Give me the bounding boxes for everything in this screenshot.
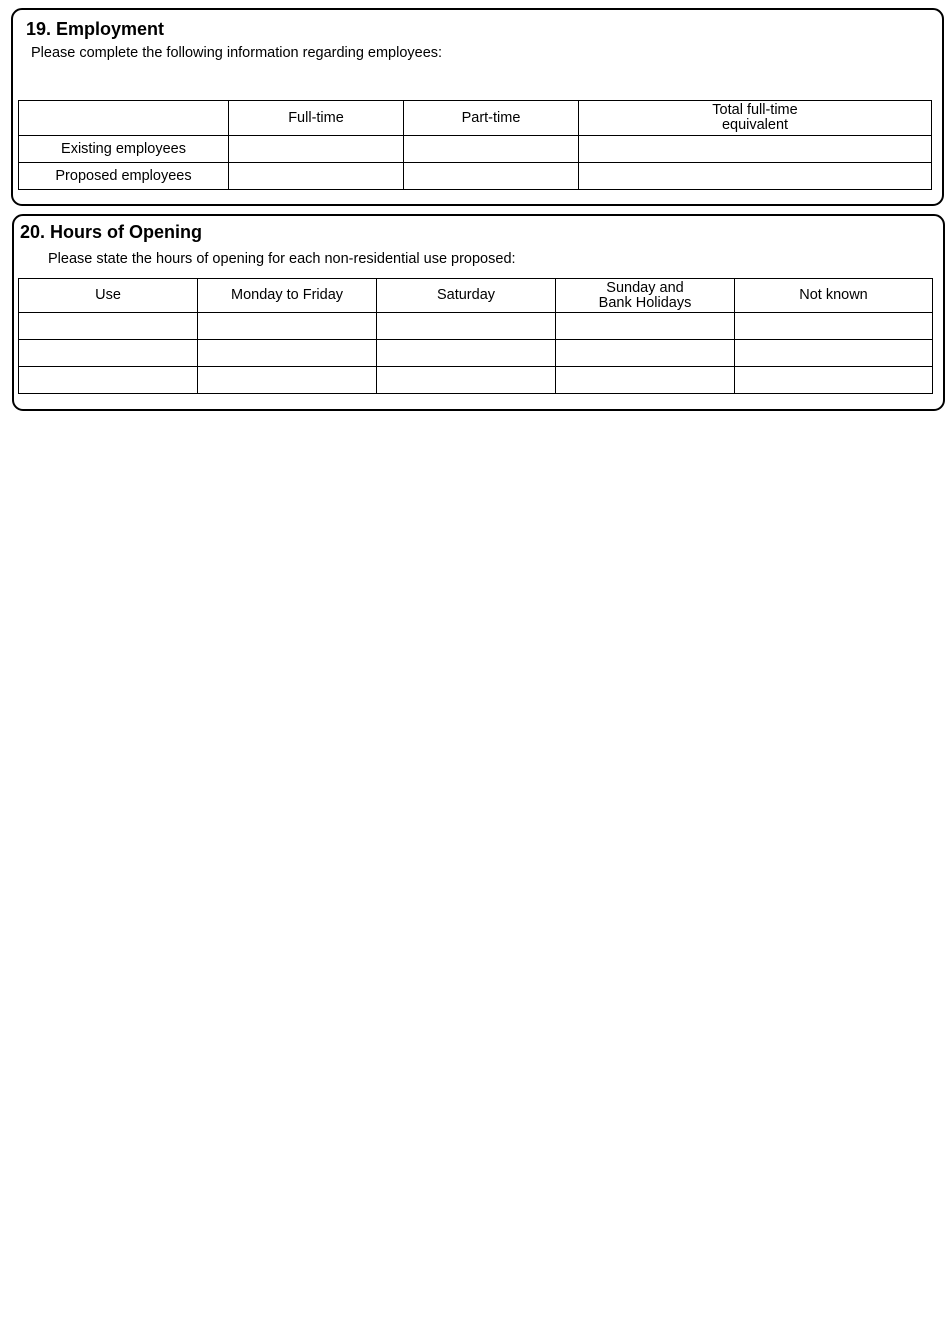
employment-header-blank xyxy=(19,101,229,136)
hours-of-opening-section xyxy=(12,214,945,411)
hours-header-saturday: Saturday xyxy=(377,279,556,313)
hours-header-monday-to-friday: Monday to Friday xyxy=(198,279,377,313)
use-field[interactable] xyxy=(19,367,198,394)
monday-to-friday-field[interactable] xyxy=(198,367,377,394)
saturday-field[interactable] xyxy=(377,367,556,394)
sunday-label-line2: Bank Holidays xyxy=(598,294,692,311)
table-row xyxy=(19,136,932,163)
employment-header-row xyxy=(19,101,932,136)
hours-title: 20. Hours of Opening xyxy=(20,222,203,242)
employment-description: Please complete the following information regarding employees: xyxy=(31,45,443,61)
sunday-bank-holidays-field[interactable] xyxy=(556,367,735,394)
employment-header-part-time: Part-time xyxy=(404,101,579,136)
table-row xyxy=(19,313,933,340)
hours-header-use: Use xyxy=(19,279,198,313)
hours-description: Please state the hours of opening for each non-residential use proposed: xyxy=(48,251,516,267)
hours-table xyxy=(18,278,933,394)
not-known-field[interactable] xyxy=(735,340,933,367)
proposed-total-fte-field[interactable] xyxy=(579,163,932,190)
not-known-field[interactable] xyxy=(735,367,933,394)
use-field[interactable] xyxy=(19,340,198,367)
monday-to-friday-field[interactable] xyxy=(198,340,377,367)
saturday-field[interactable] xyxy=(377,313,556,340)
employment-header-total-fte xyxy=(579,101,932,136)
existing-total-fte-field[interactable] xyxy=(579,136,932,163)
table-row xyxy=(19,340,933,367)
table-row xyxy=(19,367,933,394)
use-field[interactable] xyxy=(19,313,198,340)
total-fte-label-line1: Total full-time xyxy=(712,102,798,118)
saturday-field[interactable] xyxy=(377,340,556,367)
not-known-field[interactable] xyxy=(735,313,933,340)
employment-header-full-time: Full-time xyxy=(229,101,404,136)
existing-employees-label: Existing employees xyxy=(19,136,229,163)
sunday-bank-holidays-field[interactable] xyxy=(556,340,735,367)
proposed-employees-label: Proposed employees xyxy=(19,163,229,190)
table-row xyxy=(19,163,932,190)
employment-title: 19. Employment xyxy=(26,19,165,39)
employment-table xyxy=(18,100,932,190)
sunday-bank-holidays-field[interactable] xyxy=(556,313,735,340)
hours-header-not-known: Not known xyxy=(735,279,933,313)
employment-section xyxy=(11,8,944,206)
existing-part-time-field[interactable] xyxy=(404,136,579,163)
hours-header-row xyxy=(19,279,933,313)
sunday-label-line1: Sunday and xyxy=(606,279,684,296)
total-fte-label-line2: equivalent xyxy=(721,117,789,133)
monday-to-friday-field[interactable] xyxy=(198,313,377,340)
proposed-full-time-field[interactable] xyxy=(229,163,404,190)
proposed-part-time-field[interactable] xyxy=(404,163,579,190)
existing-full-time-field[interactable] xyxy=(229,136,404,163)
hours-header-sunday-bank-holidays xyxy=(556,279,735,313)
